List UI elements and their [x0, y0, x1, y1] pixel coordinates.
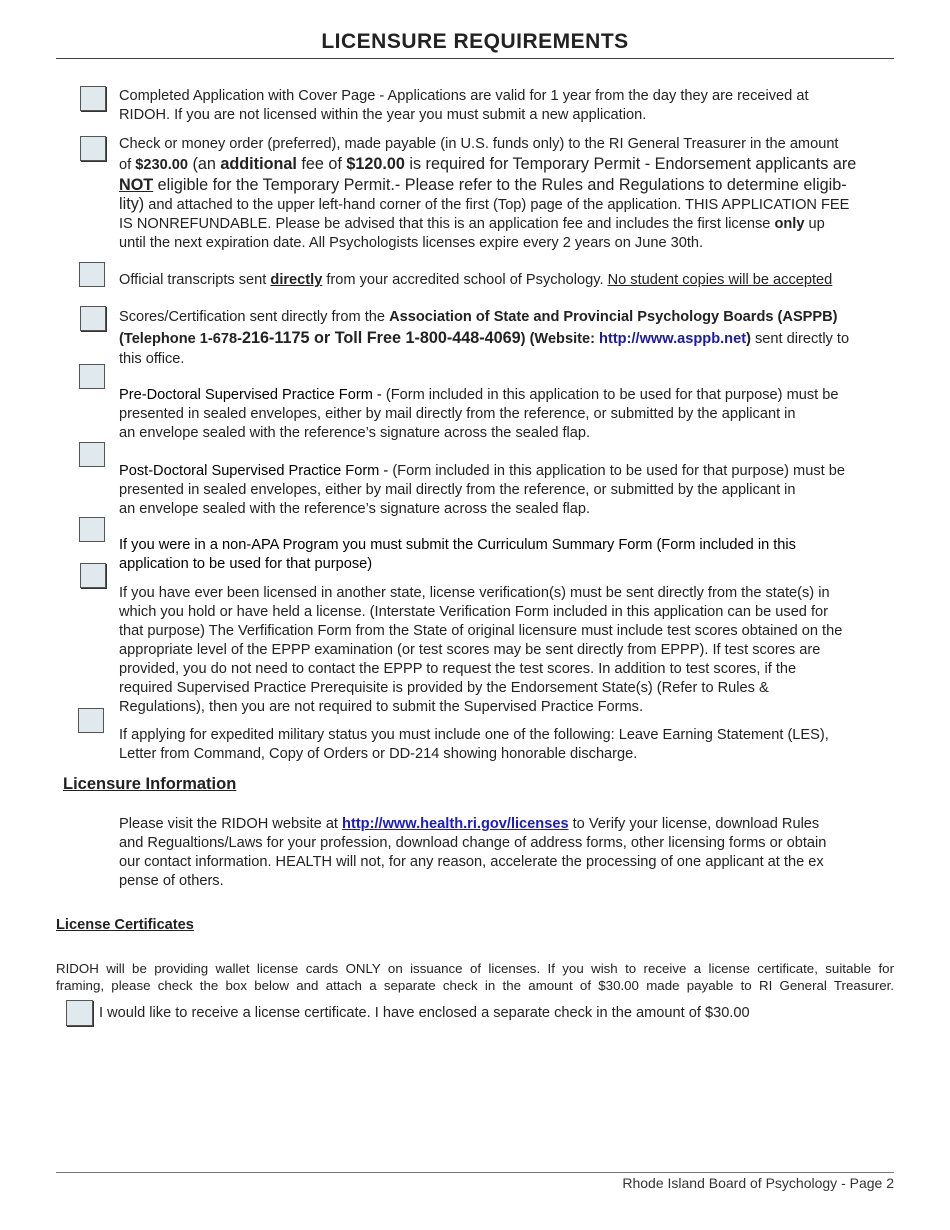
item-predoctoral — [119, 386, 909, 443]
item-scores-line — [119, 308, 919, 327]
fee-emphasis: only — [774, 216, 805, 232]
fee-text: IS NONREFUNDABLE. Please be advised that this is an application fee and includes the first license — [119, 216, 775, 232]
item-predoctoral-line — [119, 386, 909, 405]
checkbox-application[interactable] — [80, 86, 106, 111]
item-predoctoral-line: presented in sealed envelopes, either by mail directly from the reference, or submitted by the applicant in — [119, 406, 796, 422]
fee-text: (an — [188, 155, 221, 173]
scores-text: ) — [746, 331, 751, 347]
checkbox-predoctoral[interactable] — [79, 364, 105, 389]
postdoctoral-text: (Form included in this application to be used for that purpose) must be — [392, 463, 845, 479]
checkbox-non-apa[interactable] — [79, 517, 105, 542]
fee-text: lity) — [119, 195, 145, 213]
fee-text: of — [119, 157, 136, 173]
item-scores — [119, 308, 919, 369]
item-postdoctoral — [119, 462, 909, 519]
checkbox-transcripts[interactable] — [79, 262, 105, 287]
item-other-state-line: If you have ever been licensed in another state, license verification(s) must be sent directly from the state(s) in — [119, 585, 830, 601]
transcripts-text: from your accredited school of Psychology. — [322, 272, 608, 288]
item-other-state-line: required Supervised Practice Prerequisite is provided by the Endorsement State(s) (Refer to Rules & — [119, 680, 769, 696]
item-postdoctoral-line: presented in sealed envelopes, either by mail directly from the reference, or submitted by the applicant in — [119, 482, 796, 498]
asppb-name: Association of State and Provincial Psychology Boards (ASPPB) — [389, 309, 838, 325]
item-other-state-line: provided, you do not need to contact the EPPP to request the test scores. In addition to test scores, if the — [119, 661, 797, 677]
item-non-apa-line: If you were in a non-APA Program you must submit the Curriculum Summary Form (Form included in this — [119, 537, 796, 553]
licensure-info-text: Please visit the RIDOH website at — [119, 816, 343, 832]
footer-rule — [56, 1172, 894, 1173]
scores-website-label: ) (Website: — [520, 331, 600, 347]
item-postdoctoral-line: an envelope sealed with the reference’s signature across the sealed flap. — [119, 501, 591, 517]
scores-text: Scores/Certification sent directly from the — [119, 309, 390, 325]
item-non-apa-line: application to be used for that purpose) — [119, 556, 373, 572]
item-fee-line — [119, 195, 919, 215]
fee-emphasis: additional — [220, 155, 297, 173]
licensure-info-text: to Verify your license, download Rules — [568, 816, 820, 832]
certificate-request-label: I would like to receive a license certificate. I have enclosed a separate check in the amount of $30.00 — [99, 1005, 750, 1021]
fee-text: up — [804, 216, 825, 232]
fee-not-emphasis: NOT — [119, 176, 154, 194]
licensure-info-line: pense of others. — [119, 873, 224, 889]
certificates-line: framing, please check the box below and attach a separate check in the amount of $30.00 made payable to RI General Treasurer. — [56, 978, 894, 993]
fee-amount: $230.00 — [135, 157, 188, 173]
transcripts-note: No student copies will be accepted — [607, 272, 833, 288]
fee-text: fee of — [296, 155, 347, 173]
item-application — [119, 87, 909, 125]
temporary-permit-fee: $120.00 — [346, 155, 405, 173]
item-other-state-line: appropriate level of the EPPP examination (or test scores may be sent directly from EPPP). If test scores are — [119, 642, 821, 658]
item-application-line: Completed Application with Cover Page - Applications are valid for 1 year from the day they are received at — [119, 88, 809, 104]
scores-phone-label: (Telephone 1-678- — [119, 331, 242, 347]
item-other-state-line: which you hold or have held a license. (Interstate Verification Form included in this application can be used for — [119, 604, 829, 620]
fee-text: eligible for the Temporary Permit.- Please refer to the Rules and Regulations to determine eligib- — [153, 176, 847, 194]
item-fee-line: Check or money order (preferred), made payable (in U.S. funds only) to the RI General Treasurer in the amount — [119, 136, 839, 152]
item-transcripts — [119, 271, 909, 290]
item-scores-line — [119, 327, 919, 350]
item-fee — [119, 135, 919, 253]
item-military-line: Letter from Command, Copy of Orders or DD-214 showing honorable discharge. — [119, 746, 638, 762]
asppb-link[interactable]: http://www.asppb.net — [599, 331, 747, 347]
item-scores-line: this office. — [119, 351, 185, 367]
scores-phone: 216-1175 or Toll Free 1-800-448-4069 — [242, 329, 521, 347]
licensure-info-line: our contact information. HEALTH will not, for any reason, accelerate the processing of one applicant at the ex — [119, 854, 824, 870]
licensure-info-line: and Regualtions/Laws for your profession, download change of address forms, other licensing forms or obtain — [119, 835, 827, 851]
certificates-heading: License Certificates — [56, 917, 194, 933]
title-rule — [56, 58, 894, 59]
fee-text: is required for Temporary Permit - Endorsement applicants are — [404, 155, 857, 173]
licensure-info-heading: Licensure Information — [63, 775, 237, 793]
item-other-state-line: that purpose) The Verfification Form from the State of original licensure must include test scores obtained on the — [119, 623, 843, 639]
item-military-line: If applying for expedited military status you must include one of the following: Leave Earning Statement (LES), — [119, 727, 829, 743]
certificates-line: RIDOH will be providing wallet license cards ONLY on issuance of licenses. If you wish to receive a license certificate, suitable for — [56, 961, 894, 976]
page-title: LICENSURE REQUIREMENTS — [321, 30, 629, 53]
item-fee-line: until the next expiration date. All Psychologists licenses expire every 2 years on June 30th. — [119, 235, 704, 251]
fee-text: and attached to the upper left-hand corner of the first (Top) page of the application. THIS APPLICATION FEE — [144, 197, 850, 213]
predoctoral-form-name: Pre-Doctoral Supervised Practice Form - — [119, 387, 386, 403]
item-fee-line — [119, 175, 919, 195]
item-other-state-line: Regulations), then you are not required to submit the Supervised Practice Forms. — [119, 699, 644, 715]
licensure-info-body — [119, 815, 909, 891]
checkbox-certificate[interactable] — [66, 1000, 93, 1026]
checkbox-fee[interactable] — [80, 136, 106, 161]
item-postdoctoral-line — [119, 462, 909, 481]
item-other-state — [119, 584, 909, 717]
scores-text: sent directly to — [750, 331, 850, 347]
certificates-body — [56, 960, 894, 994]
postdoctoral-form-name: Post-Doctoral Supervised Practice Form - — [119, 463, 393, 479]
item-military — [119, 726, 909, 764]
item-application-line: RIDOH. If you are not licensed within the year you must submit a new application. — [119, 107, 647, 123]
item-predoctoral-line: an envelope sealed with the reference’s signature across the sealed flap. — [119, 425, 591, 441]
ridoh-licenses-link[interactable]: http://www.health.ri.gov/licenses — [342, 816, 569, 832]
licensure-info-line — [119, 815, 909, 834]
checkbox-postdoctoral[interactable] — [79, 442, 105, 467]
checkbox-scores[interactable] — [80, 306, 106, 331]
predoctoral-text: (Form included in this application to be used for that purpose) must be — [385, 387, 839, 403]
checkbox-other-state[interactable] — [80, 563, 106, 588]
item-non-apa — [119, 536, 909, 574]
page-footer: Rhode Island Board of Psychology - Page 2 — [622, 1175, 894, 1191]
transcripts-emphasis: directly — [270, 272, 323, 288]
item-fee-line — [119, 215, 919, 234]
transcripts-text: Official transcripts sent — [119, 272, 271, 288]
item-fee-line — [119, 154, 919, 175]
checkbox-military[interactable] — [78, 708, 104, 733]
